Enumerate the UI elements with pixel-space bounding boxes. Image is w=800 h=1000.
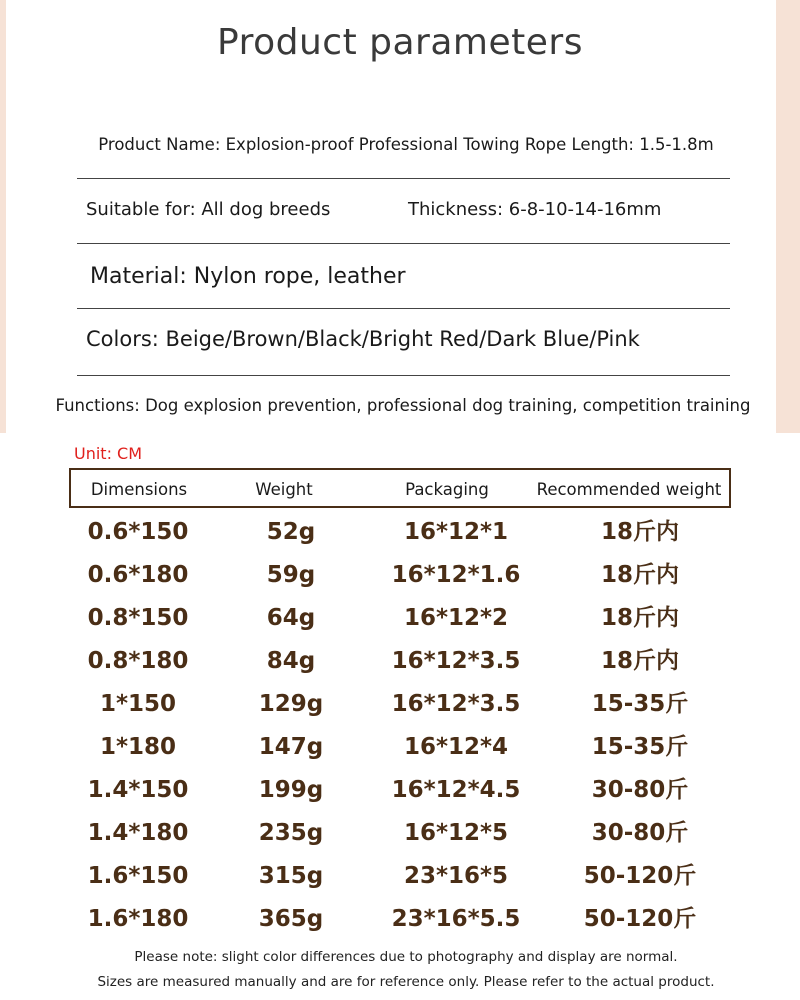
weight-cell: 64g xyxy=(266,605,316,631)
table-row xyxy=(0,898,800,941)
dimensions-cell: 1.6*150 xyxy=(87,863,189,889)
table-row xyxy=(0,855,800,898)
divider xyxy=(77,308,730,309)
table-row xyxy=(0,554,800,597)
recommended-weight-cell: 15-35斤 xyxy=(591,691,689,717)
recommended-weight-cell: 30-80斤 xyxy=(591,777,689,803)
weight-cell: 147g xyxy=(258,734,324,760)
weight-cell: 199g xyxy=(258,777,324,803)
weight-cell: 84g xyxy=(266,648,316,674)
weight-cell: 59g xyxy=(266,562,316,588)
table-row xyxy=(0,511,800,554)
recommended-weight-cell: 18斤内 xyxy=(600,648,679,674)
header-packaging: Packaging xyxy=(405,480,489,499)
size-measurement-note: Sizes are measured manually and are for reference only. Please refer to the actual product. xyxy=(97,974,715,990)
right-accent-band xyxy=(776,0,800,433)
packaging-cell: 23*16*5.5 xyxy=(391,906,521,932)
dimensions-cell: 1*180 xyxy=(99,734,177,760)
packaging-cell: 16*12*4 xyxy=(403,734,509,760)
product-name-length: Product Name: Explosion-proof Professional Towing Rope Length: 1.5-1.8m xyxy=(98,135,714,154)
recommended-weight-cell: 18斤内 xyxy=(600,562,679,588)
dimensions-cell: 1.6*180 xyxy=(87,906,189,932)
packaging-cell: 16*12*1.6 xyxy=(391,562,521,588)
table-row xyxy=(0,640,800,683)
divider xyxy=(77,375,730,376)
header-recommended-weight: Recommended weight xyxy=(536,480,722,499)
weight-cell: 235g xyxy=(258,820,324,846)
divider xyxy=(77,243,730,244)
unit-label: Unit: CM xyxy=(74,444,143,463)
color-difference-note: Please note: slight color differences due to photography and display are normal. xyxy=(134,949,678,965)
left-accent-band xyxy=(0,0,6,433)
page-title: Product parameters xyxy=(217,22,583,63)
recommended-weight-cell: 18斤内 xyxy=(600,519,679,545)
packaging-cell: 16*12*5 xyxy=(403,820,509,846)
packaging-cell: 16*12*3.5 xyxy=(391,691,521,717)
recommended-weight-cell: 30-80斤 xyxy=(591,820,689,846)
recommended-weight-cell: 15-35斤 xyxy=(591,734,689,760)
dimensions-cell: 0.8*150 xyxy=(87,605,189,631)
table-row xyxy=(0,769,800,812)
packaging-cell: 16*12*1 xyxy=(403,519,509,545)
dimensions-cell: 1.4*150 xyxy=(87,777,189,803)
colors: Colors: Beige/Brown/Black/Bright Red/Dark Blue/Pink xyxy=(86,327,640,351)
header-weight: Weight xyxy=(255,480,313,499)
header-dimensions: Dimensions xyxy=(90,480,188,499)
weight-cell: 365g xyxy=(258,906,324,932)
packaging-cell: 16*12*4.5 xyxy=(391,777,521,803)
weight-cell: 315g xyxy=(258,863,324,889)
weight-cell: 52g xyxy=(266,519,316,545)
divider xyxy=(77,178,730,179)
table-row xyxy=(0,726,800,769)
packaging-cell: 16*12*3.5 xyxy=(391,648,521,674)
recommended-weight-cell: 50-120斤 xyxy=(583,863,697,889)
recommended-weight-cell: 18斤内 xyxy=(600,605,679,631)
table-row xyxy=(0,683,800,726)
thickness: Thickness: 6-8-10-14-16mm xyxy=(408,199,662,220)
table-row xyxy=(0,812,800,855)
suitable-for: Suitable for: All dog breeds xyxy=(86,199,331,220)
functions: Functions: Dog explosion prevention, professional dog training, competition training xyxy=(55,396,751,415)
table-row xyxy=(0,597,800,640)
material: Material: Nylon rope, leather xyxy=(90,264,406,289)
dimensions-cell: 1*150 xyxy=(99,691,177,717)
packaging-cell: 23*16*5 xyxy=(403,863,509,889)
parameters-panel xyxy=(0,0,800,433)
dimensions-cell: 1.4*180 xyxy=(87,820,189,846)
packaging-cell: 16*12*2 xyxy=(403,605,509,631)
table-header xyxy=(69,468,731,508)
dimensions-cell: 0.6*180 xyxy=(87,562,189,588)
weight-cell: 129g xyxy=(258,691,324,717)
dimensions-cell: 0.6*150 xyxy=(87,519,189,545)
dimensions-cell: 0.8*180 xyxy=(87,648,189,674)
recommended-weight-cell: 50-120斤 xyxy=(583,906,697,932)
